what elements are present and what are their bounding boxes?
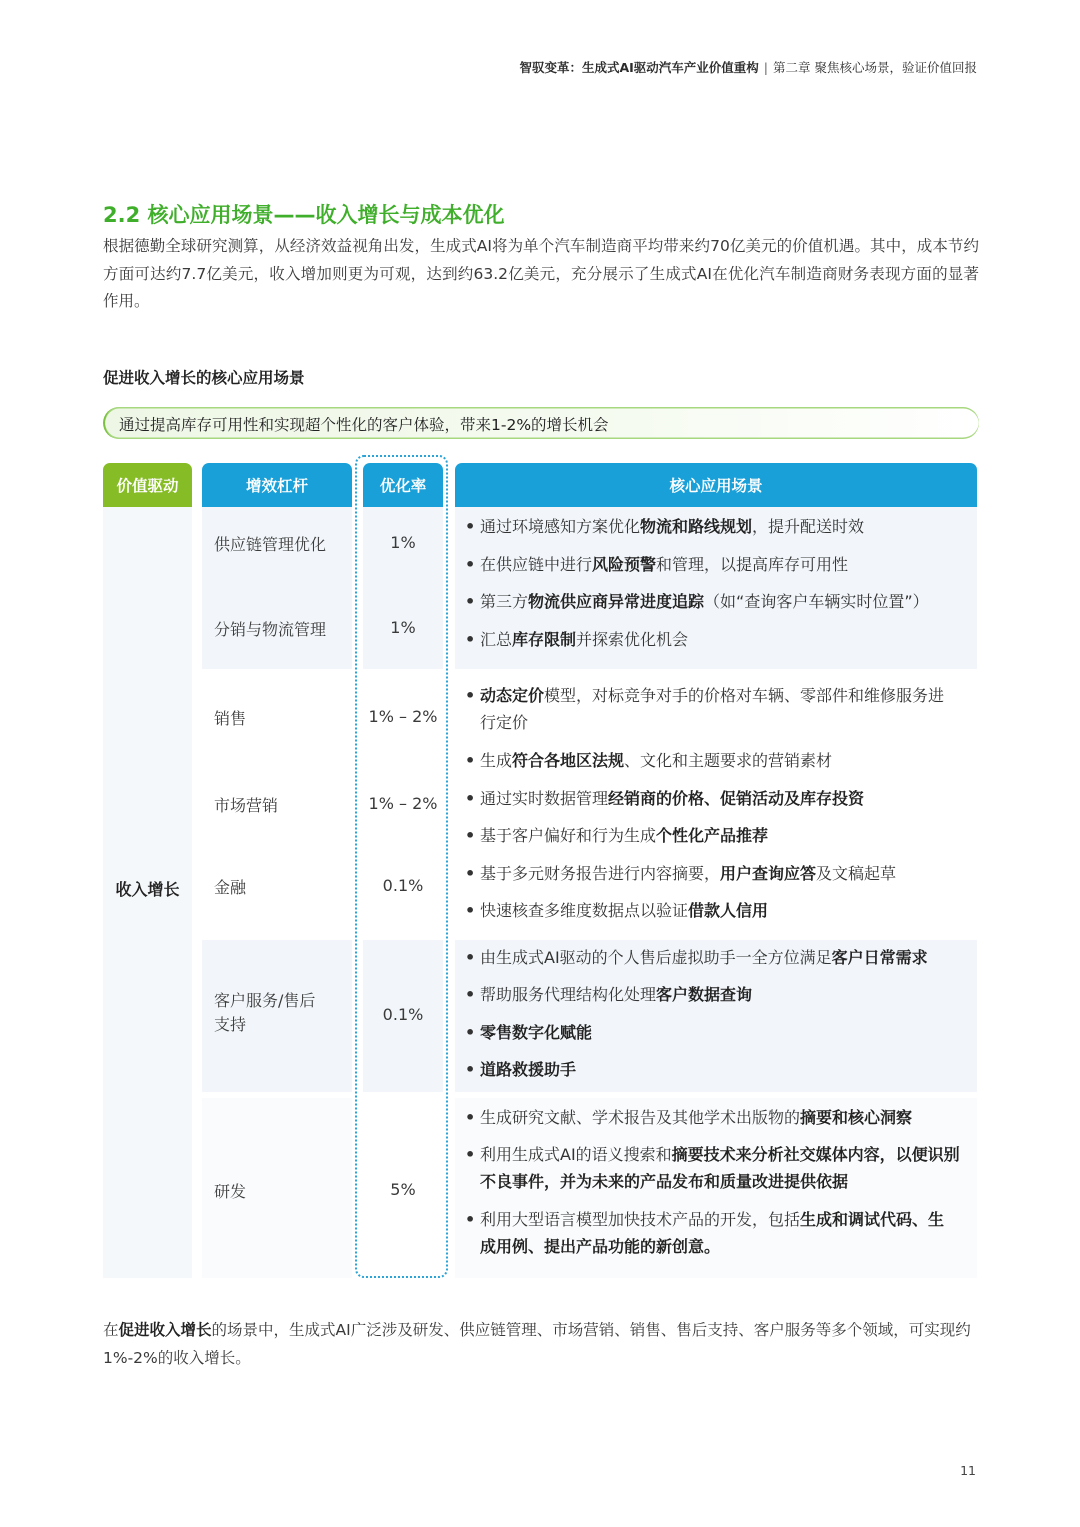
bullet-text: 基于多元财务报告进行内容摘要，用户查询应答及文稿起草 <box>480 864 897 883</box>
section-title: 2.2 核心应用场景——收入增长与成本优化 <box>103 203 505 227</box>
rate-distribution: 1% <box>390 618 416 637</box>
lever-bg-group-1 <box>202 507 352 669</box>
report-title: 智驭变革：生成式AI驱动汽车产业价值重构 <box>519 60 759 75</box>
value-driver-label: 收入增长 <box>115 880 180 899</box>
scenario-bullet <box>465 897 970 924</box>
closing-paragraph: 在促进收入增长的场景中，生成式AI广泛涉及研发、供应链管理、市场营销、销售、售后支持、客户服务等多个领域，可实现约1%-2%的收入增长。 <box>103 1321 971 1367</box>
bullet-dot: • <box>465 1108 476 1127</box>
bullet-text: 由生成式AI驱动的个人售后虚拟助手一全方位满足客户日常需求 <box>480 948 928 967</box>
bullet-text: 汇总库存限制并探索优化机会 <box>480 630 689 649</box>
header-rate: 优化率 <box>363 463 443 507</box>
rate-customer-service: 0.1% <box>382 1005 424 1024</box>
bullet-dot: • <box>465 948 476 967</box>
lever-customer-service-line2: 支持 <box>214 1015 247 1034</box>
scenario-bullet <box>465 785 970 812</box>
bullet-dot: • <box>465 826 476 845</box>
bullet-text: 利用大型语言模型加快技术产品的开发，包括生成和调试代码、生成用例、提出产品功能的新创意。 <box>480 1210 945 1256</box>
bullet-dot: • <box>465 686 476 705</box>
lever-customer-service <box>214 989 315 1037</box>
scenario-bullet <box>465 944 970 971</box>
highlight-banner <box>103 407 979 439</box>
rate-column-highlight <box>355 455 448 1278</box>
bullet-text: 在供应链中进行风险预警和管理，以提高库存可用性 <box>480 555 849 574</box>
bullet-dot: • <box>465 592 476 611</box>
bullet-text: 第三方物流供应商异常进度追踪（如“查询客户车辆实时位置”） <box>480 592 929 611</box>
bullet-dot: • <box>465 1210 476 1229</box>
lever-rnd: 研发 <box>214 1182 247 1201</box>
bullet-text: 快速核查多维度数据点以验证借款人信用 <box>480 901 769 920</box>
header-separator: | <box>763 60 769 75</box>
scenario-bullet <box>465 588 970 615</box>
bullet-text: 帮助服务代理结构化处理客户数据查询 <box>480 985 753 1004</box>
scenario-bullet <box>465 1019 970 1046</box>
scenario-bullet <box>465 513 970 540</box>
scenario-bullet <box>465 682 955 736</box>
scenario-bullet <box>465 1206 945 1260</box>
header-scenario: 核心应用场景 <box>455 463 977 507</box>
lever-supply-chain: 供应链管理优化 <box>214 535 327 554</box>
bullet-text: 零售数字化赋能 <box>480 1023 593 1042</box>
bullet-text: 通过实时数据管理经销商的价格、促销活动及库存投资 <box>480 789 865 808</box>
bullet-dot: • <box>465 630 476 649</box>
bullet-text: 动态定价模型，对标竞争对手的价格对车辆、零部件和维修服务进行定价 <box>480 686 945 732</box>
scenario-bullet <box>465 1104 970 1131</box>
bullet-dot: • <box>465 1023 476 1042</box>
header-lever: 增效杠杆 <box>202 463 352 507</box>
page-number: 11 <box>960 1463 976 1478</box>
bullet-text: 生成符合各地区法规、文化和主题要求的营销素材 <box>480 751 833 770</box>
lever-distribution: 分销与物流管理 <box>214 620 327 639</box>
scenario-bullet <box>465 747 970 774</box>
bullet-dot: • <box>465 985 476 1004</box>
rate-sales: 1% – 2% <box>368 707 438 726</box>
intro-paragraph: 根据德勤全球研究测算，从经济效益视角出发，生成式AI将为单个汽车制造商平均带来约70亿美元的价值机遇。其中，成本节约方面可达约7.7亿美元，收入增加则更为可观，达到约63.2亿美元，充分展示了生成式AI在优化汽车制造商财务表现方面的显著作用。 <box>103 237 979 310</box>
rate-finance: 0.1% <box>382 876 424 895</box>
rate-supply-chain: 1% <box>390 533 416 552</box>
scenario-bullet <box>465 551 970 578</box>
bullet-text: 生成研究文献、学术报告及其他学术出版物的摘要和核心洞察 <box>480 1108 913 1127</box>
bullet-dot: • <box>465 1060 476 1079</box>
lever-customer-service-line1: 客户服务/售后 <box>214 991 316 1010</box>
scenario-bullet <box>465 822 970 849</box>
subsection-title: 促进收入增长的核心应用场景 <box>103 369 305 387</box>
bullet-text: 利用生成式AI的语义搜索和摘要技术来分析社交媒体内容，以便识别不良事件，并为未来的产品发布和质量改进提供依据 <box>480 1145 960 1191</box>
bullet-dot: • <box>465 555 476 574</box>
banner-text: 通过提高库存可用性和实现超个性化的客户体验，带来1-2%的增长机会 <box>119 416 609 434</box>
bullet-dot: • <box>465 864 476 883</box>
running-header <box>519 58 977 76</box>
scenario-bullet <box>465 860 970 887</box>
bullet-dot: • <box>465 1145 476 1164</box>
bullet-dot: • <box>465 901 476 920</box>
bullet-text: 道路救援助手 <box>480 1060 577 1079</box>
scenario-bullet <box>465 626 970 653</box>
bullet-text: 基于客户偏好和行为生成个性化产品推荐 <box>480 826 769 845</box>
bullet-dot: • <box>465 751 476 770</box>
scenario-bullet <box>465 1056 970 1083</box>
rate-marketing: 1% – 2% <box>368 794 438 813</box>
bullet-text: 通过环境感知方案优化物流和路线规划，提升配送时效 <box>480 517 865 536</box>
header-value-driver: 价值驱动 <box>103 463 192 507</box>
lever-sales: 销售 <box>214 709 247 728</box>
bullet-dot: • <box>465 517 476 536</box>
bullet-dot: • <box>465 789 476 808</box>
lever-marketing: 市场营销 <box>214 796 279 815</box>
lever-finance: 金融 <box>214 878 247 897</box>
scenario-bullet <box>465 981 970 1008</box>
rate-rnd: 5% <box>390 1180 416 1199</box>
chapter-title: 第二章 聚焦核心场景，验证价值回报 <box>773 60 977 75</box>
scenario-bullet <box>465 1141 970 1195</box>
